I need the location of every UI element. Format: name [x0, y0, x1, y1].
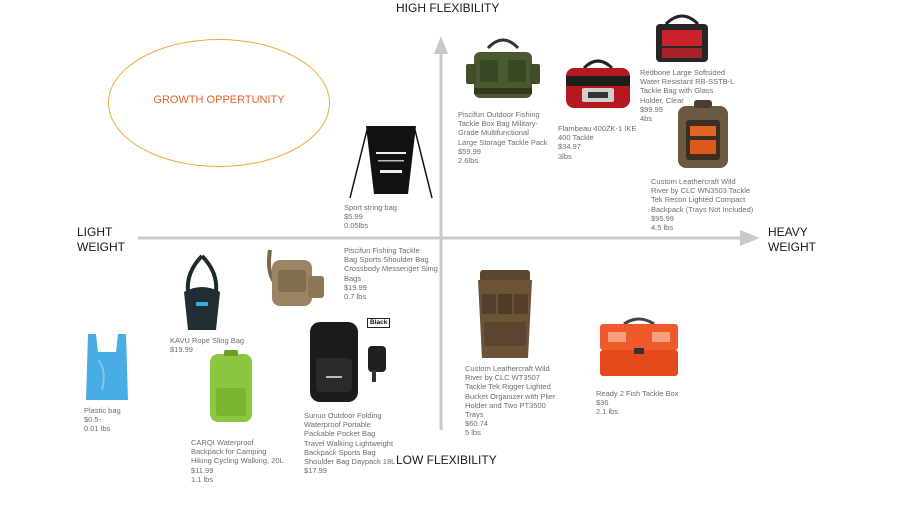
axis-label-high-flexibility: HIGH FLEXIBILITY: [396, 1, 500, 15]
rope-sling-bag-icon: [176, 252, 228, 334]
item-caption-clc-backpack: Custom Leathercraft Wild River by CLC WN3503 Tackle Tek Recon Lighted Compact Backpack (Trays Not Included) $95.99 4.5 lbs: [651, 177, 754, 233]
growth-opportunity-label: GROWTH OPPERTUNITY: [153, 94, 285, 106]
bucket-organizer-icon: [474, 266, 536, 362]
tackle-backpack-icon: [672, 100, 734, 172]
item-caption-piscifun-sling: Piscifun Fishing Tackle Bag Sports Shoulder Bag Crossbody Messenger Sling Bags $19.99 0.7 lbs: [344, 246, 438, 302]
item-caption-redbone: Redbone Large Softsided Water Resistant RB-SSTB-L Tackle Bag with Glass Holder, Clear $99.99 4bs: [640, 68, 735, 124]
vertical-axis-arrow: [434, 36, 448, 54]
axis-label-heavy-weight: [768, 225, 816, 255]
item-caption-carqi: CARQI Waterproof Backpack for Camping Hiking Cycling Walking, 20L $11.99 1.1 lbs: [191, 438, 284, 484]
tackle-bag-green-icon: [466, 34, 540, 106]
black-color-tag: Black: [367, 318, 390, 328]
horizontal-axis-arrow: [740, 230, 760, 246]
item-caption-flambeau: Flambeau 400ZK-1 IKE 400 Tackle $34.97 3lbs: [558, 124, 637, 161]
item-caption-piscifun-outdoor: Piscifun Outdoor Fishing Tackle Box Bag Military- Grade Multifunctional Large Storage Tackle Pack $59.99 2.6lbs: [458, 110, 548, 166]
axis-label-low-flexibility: LOW FLEXIBILITY: [396, 453, 497, 467]
tackle-bag-red-icon: [560, 54, 636, 112]
item-caption-kavu: KAVU Rope Sling Bag $19.99: [170, 336, 245, 355]
item-caption-sunuo: Sunuo Outdoor Folding Waterproof Portable Packable Pocket Bag Travel Walking Lightweight Backpack Sports Bag Shoulder Bag Daypack 18L $17.99: [304, 411, 396, 476]
tackle-bag-redbone-icon: [652, 10, 712, 66]
item-caption-clc-bucket: Custom Leathercraft Wild River by CLC WT3507 Tackle Tek Rigger Lighted Bucket Organizer with Plier Holder and Two PT3500 Trays $60.74 5 lbs: [465, 364, 556, 438]
item-caption-plastic-bag: Plastic bag $0.5- 0.01 lbs: [84, 406, 121, 434]
axis-label-heavy: HEAVY: [768, 225, 808, 239]
tackle-box-icon: [594, 314, 684, 380]
plastic-bag-icon: [82, 330, 132, 404]
axis-label-light-weight: [77, 225, 125, 255]
axis-label-weight-right: WEIGHT: [768, 240, 816, 254]
item-caption-string-bag: Sport string bag $5.99 0.05lbs: [344, 203, 397, 231]
axis-label-light: LIGHT: [77, 225, 113, 239]
string-bag-icon: [346, 120, 436, 200]
sling-tackle-bag-icon: [262, 246, 328, 314]
black-daypack-icon: [306, 318, 396, 406]
item-caption-ready2fish: Ready 2 Fish Tackle Box $36 2.1 lbs: [596, 389, 679, 417]
green-backpack-icon: [206, 350, 256, 426]
axis-label-weight-left: WEIGHT: [77, 240, 125, 254]
